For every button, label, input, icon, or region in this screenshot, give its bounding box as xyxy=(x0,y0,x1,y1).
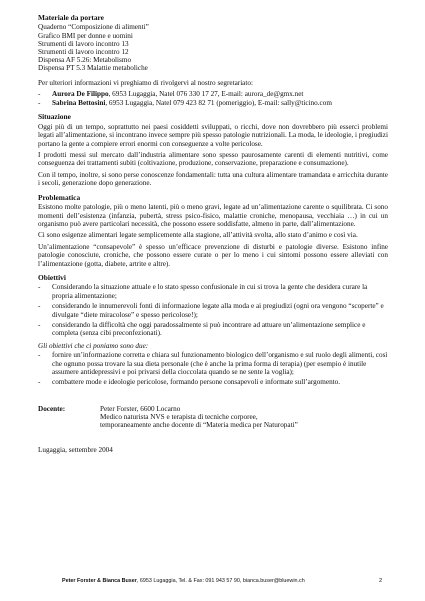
goal-item-text: combattere mode e ideologie pericolose, formando persone consapevoli e informate sull’argomento. xyxy=(52,378,341,387)
problematica-paragraph: Un’alimentazione “consapevole” è spesso un’efficace prevenzione di disturbi e patologie diverse. Esistono infine patologie conosciute, croniche, che possono essere curate o per lo meno i cui sintomi possono essere alleviati con l’alimentazione (gotta, diabete, artrite e altre). xyxy=(38,242,388,268)
contact-section xyxy=(38,79,388,108)
dash-bullet: - xyxy=(38,99,41,108)
situazione-paragraph: I prodotti messi sul mercato dall’industria alimentare sono spesso paurosamente carenti di elementi nutritivi, come conseguenza dei trattamenti subiti (coltivazione, produzione, conservazione, preparazione e consumazione). xyxy=(38,151,388,168)
docente-line: temporaneamente anche docente di “Materia medica per Naturopati” xyxy=(100,421,298,430)
obiettivi-item xyxy=(38,283,388,300)
materiale-item: Quaderno “Composizione di alimenti” xyxy=(38,23,149,32)
dash-bullet: - xyxy=(38,90,41,99)
dash-bullet: - xyxy=(38,320,41,329)
materiale-item: Dispensa PT 5.3 Malattie metaboliche xyxy=(38,64,148,73)
contact-details: , 6953 Lugaggia, Natel 076 330 17 27, E-mail: aurora_de@gmx.net xyxy=(108,90,304,99)
footer-contact: , 6953 Lugaggia, Tel. & Fax: 091 943 57 90, bianca.buser@bluewin.ch xyxy=(136,578,305,584)
situazione-paragraph: Con il tempo, inoltre, si sono perse conoscenze fondamentali: tutta una cultura alimentare tramandata e arricchita durante i secoli, generazione dopo generazione. xyxy=(38,170,388,188)
situazione-section xyxy=(38,113,388,187)
materiale-section xyxy=(38,14,388,73)
goal-item xyxy=(38,378,388,386)
obiettivi-item xyxy=(38,302,388,319)
materiale-item: Strumenti di lavoro incontro 13 xyxy=(38,39,129,48)
dash-bullet: - xyxy=(38,302,41,311)
problematica-heading: Problematica xyxy=(38,192,81,202)
problematica-section xyxy=(38,194,388,268)
docente-lines xyxy=(100,405,298,430)
materiale-item: Strumenti di lavoro incontro 12 xyxy=(38,48,129,57)
dash-bullet: - xyxy=(38,378,41,387)
obiettivi-item xyxy=(38,321,388,338)
obiettivi-section xyxy=(38,274,388,387)
materiale-list xyxy=(38,23,388,72)
docente-line: Peter Forster, 6600 Locarno xyxy=(100,404,181,413)
document-page xyxy=(38,14,388,454)
docente-line: Medico naturista NVS e terapista di tecniche corporee, xyxy=(100,413,258,422)
situazione-heading: Situazione xyxy=(38,112,71,122)
page-number: 2 xyxy=(379,578,383,584)
materiale-item: Grafico BMI per donne e uomini xyxy=(38,31,133,40)
contact-intro: Per ulteriori informazioni vi preghiamo di rivolgervi al nostro segretariato: xyxy=(38,78,253,87)
problematica-paragraph: Esistono molte patologie, più o meno latenti, più o meno gravi, legate ad un’alimentazione carente o squilibrata. Ci sono momenti dell’esistenza (infanzia, pubertà, stress psico-fisico, malattie croniche, menopausa, vecchiaia …) in cui un organismo può avere particolari necessità, che possono essere soddisfatte, almeno in parte, dall’alimentazione. xyxy=(38,203,388,228)
materiale-item: Dispensa AF 5.26: Metabolismo xyxy=(38,56,132,65)
docente-label: Docente: xyxy=(38,404,66,413)
dash-bullet: - xyxy=(38,351,41,360)
goal-item xyxy=(38,351,388,376)
goal-item-text: fornire un’informazione corretta e chiara sul funzionamento biologico dell’organismo e sul ruolo degli alimenti, così che ognuno possa trovare la sua dieta personale (che è anche la prima forma di terapia) (per esempio è inutile assumere antidepressivi e poi privarsi della cioccolata quando se ne sente la voglia); xyxy=(52,351,388,376)
materiale-heading: Materiale da portare xyxy=(38,13,104,22)
contact-person xyxy=(38,90,388,98)
obiettivi-item-text: considerando la difficoltà che oggi paradossalmente si può incontrare ad attuare un’alimentazione semplice e completa (senza cibi preconfezionati). xyxy=(52,320,366,338)
page-footer xyxy=(62,578,392,585)
goals-subheading: Gli obiettivi che ci poniamo sono due: xyxy=(38,341,149,350)
contact-name: Sabrina Bettosini xyxy=(52,99,106,108)
situazione-paragraph: Oggi più di un tempo, soprattutto nei paesi cosiddetti sviluppati, o ricchi, dove non dovrebbero più esserci problemi legati all’alimentazione, si incontrano invece sempre più spesso patologie nutrizionali. La moda, le ideologie, i pregiudizi portano la gente a compiere errori enormi con conseguenze a volte pericolose. xyxy=(38,122,388,148)
contact-person xyxy=(38,99,388,107)
problematica-paragraph: Ci sono esigenze alimentari legate semplicemente alla stagione, all’attività svolta, allo stato d’animo e così via. xyxy=(38,231,358,240)
footer-names: Peter Forster & Bianca Buser xyxy=(62,578,137,584)
docente-section xyxy=(38,405,388,430)
obiettivi-heading: Obiettivi xyxy=(38,272,66,282)
obiettivi-item-text: considerando le innumerevoli fonti di informazione legate alla moda e ai pregiudizi (ogni ora vengono “scoperte” e divulgate “diete miracolose” e spesso pericolose!); xyxy=(52,302,384,319)
contact-name: Aurora De Filippo xyxy=(52,90,109,99)
place-date: Lugaggia, settembre 2004 xyxy=(38,445,113,454)
contact-details: , 6953 Lugaggia, Natel 079 423 82 71 (pomeriggio), E-mail: sally@ticino.com xyxy=(105,99,332,108)
dash-bullet: - xyxy=(38,283,41,292)
obiettivi-item-text: Considerando la situazione attuale e lo stato spesso confusionale in cui si trova la gente che desidera curare la propria alimentazione; xyxy=(52,283,368,300)
contact-list xyxy=(38,90,388,107)
